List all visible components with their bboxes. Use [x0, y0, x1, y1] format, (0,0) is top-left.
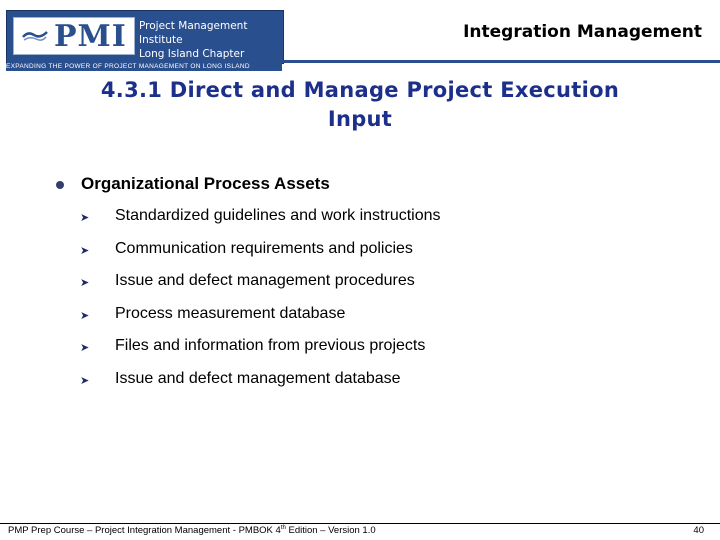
list-item-text: Communication requirements and policies [115, 239, 413, 257]
footer-divider [0, 523, 720, 524]
logo-mark [13, 17, 135, 55]
footer-text-pre: PMP Prep Course – Project Integration Management - PMBOK 4 [8, 525, 281, 537]
arrow-bullet-icon: ➤ [80, 244, 90, 257]
section-title: Integration Management [463, 22, 702, 42]
slide-title-line1: 4.3.1 Direct and Manage Project Execution [100, 78, 620, 102]
pmi-logo [6, 10, 284, 64]
arrow-bullet-icon: ➤ [80, 342, 90, 355]
long-island-icon [22, 28, 48, 42]
logo-org-name [139, 19, 283, 61]
bullet-dot-icon [56, 181, 64, 189]
slide-title [40, 76, 680, 134]
main-bullet-text: Organizational Process Assets [81, 174, 330, 193]
footer-text-post: Edition – Version 1.0 [285, 525, 376, 537]
footer-text-sup: th [280, 525, 286, 531]
arrow-bullet-icon: ➤ [80, 309, 90, 322]
list-item-text: Issue and defect management procedures [115, 272, 415, 290]
list-item-text: Issue and defect management database [115, 369, 401, 387]
arrow-bullet-icon: ➤ [80, 212, 90, 224]
list-item-text: Files and information from previous projects [115, 337, 426, 355]
arrow-bullet-icon: ➤ [80, 374, 90, 387]
list-item-text: Process measurement database [115, 304, 346, 322]
slide-title-line2: Input [327, 107, 393, 131]
page-number: 40 [693, 525, 704, 536]
logo-letters: PMI [54, 19, 127, 54]
footer-text [8, 525, 376, 536]
logo-org-line2: Long Island Chapter [139, 48, 245, 60]
header-banner [0, 0, 720, 68]
arrow-bullet-icon: ➤ [80, 277, 90, 290]
logo-tagline: EXPANDING THE POWER OF PROJECT MANAGEMENT ON LONG ISLAND [6, 63, 282, 71]
header-divider [282, 60, 720, 63]
logo-org-line1: Project Management Institute [139, 20, 248, 46]
list-item-text: Standardized guidelines and work instructions [115, 207, 441, 224]
